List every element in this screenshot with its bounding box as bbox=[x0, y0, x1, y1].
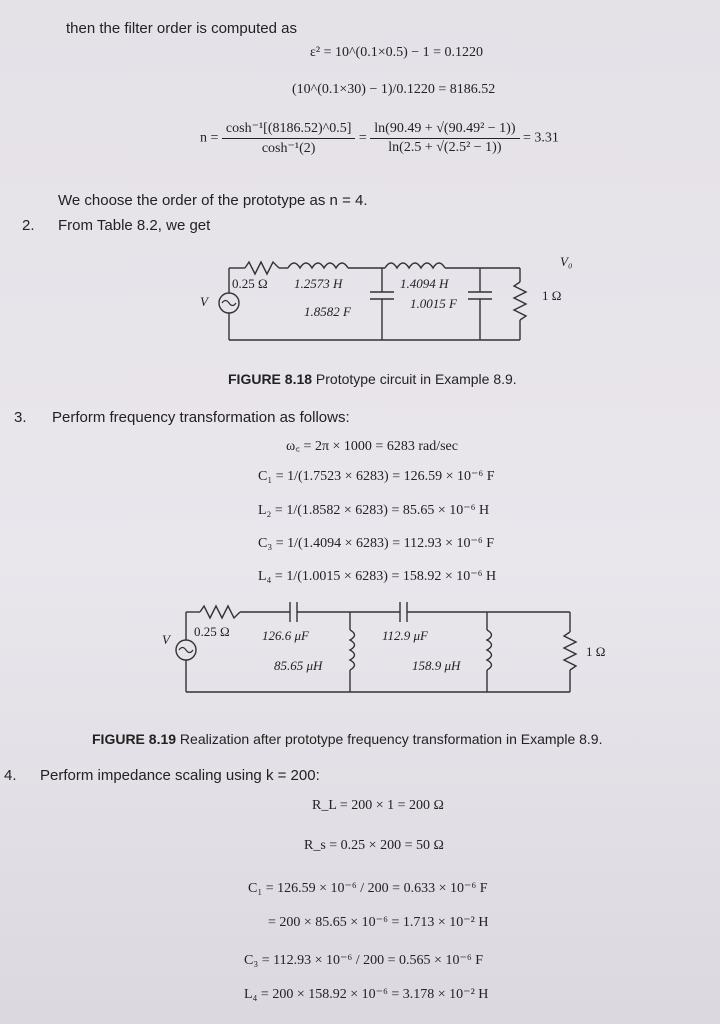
epsilon-equation: ε² = 10^(0.1×0.5) − 1 = 0.1220 bbox=[310, 45, 484, 60]
step-4-text: Perform impedance scaling using k = 200: bbox=[40, 767, 320, 784]
rs-scaling-equation: R_s = 0.25 × 200 = 50 Ω bbox=[304, 838, 444, 853]
prototype-circuit-diagram bbox=[170, 248, 610, 358]
fig818-vo-label: V₀ bbox=[560, 254, 573, 269]
fig819-l4-label: 158.9 μH bbox=[412, 658, 461, 673]
step-3-number: 3. bbox=[14, 409, 27, 426]
l4-equation: L₄ = 1/(1.0015 × 6283) = 158.92 × 10⁻⁶ H bbox=[258, 569, 497, 584]
c3-equation: C₃ = 1/(1.4094 × 6283) = 112.93 × 10⁻⁶ F bbox=[258, 536, 495, 551]
step-2-number: 2. bbox=[22, 217, 35, 234]
fig818-rl-label: 1 Ω bbox=[542, 288, 562, 303]
c1-equation: C₁ = 1/(1.7523 × 6283) = 126.59 × 10⁻⁶ F bbox=[258, 469, 495, 484]
step-4-number: 4. bbox=[4, 767, 17, 784]
order-frac2-numerator: ln(90.49 + √(90.49² − 1)) bbox=[370, 121, 519, 139]
step-2-text: From Table 8.2, we get bbox=[58, 217, 211, 234]
fig818-c2-label: 1.0015 F bbox=[410, 296, 457, 311]
order-result: = 3.31 bbox=[523, 130, 559, 146]
order-frac1-denominator: cosh⁻¹(2) bbox=[261, 141, 316, 156]
l4-scaling-equation: L₄ = 200 × 158.92 × 10⁻⁶ = 3.178 × 10⁻² H bbox=[244, 987, 489, 1002]
fig819-c1-label: 126.6 μF bbox=[262, 628, 309, 643]
fig818-source-label: V bbox=[200, 294, 208, 309]
fig819-l2-label: 85.65 μH bbox=[274, 658, 323, 673]
realization-circuit-diagram bbox=[150, 596, 630, 704]
order-lhs: n = bbox=[200, 130, 219, 146]
omega-equation: ω꜀ = 2π × 1000 = 6283 rad/sec bbox=[286, 439, 458, 454]
rl-scaling-equation: R_L = 200 × 1 = 200 Ω bbox=[312, 798, 444, 813]
fig819-source-label: V bbox=[162, 632, 170, 647]
order-equation bbox=[200, 120, 559, 157]
l2-equation: L₂ = 1/(1.8582 × 6283) = 85.65 × 10⁻⁶ H bbox=[258, 503, 490, 518]
figure-8-19-caption bbox=[92, 731, 602, 747]
fig818-l1-label: 1.2573 H bbox=[294, 276, 343, 291]
fig818-c1-label: 1.8582 F bbox=[304, 304, 351, 319]
figure-8-18-caption bbox=[228, 371, 517, 387]
order-frac2-denominator: ln(2.5 + √(2.5² − 1)) bbox=[388, 140, 502, 155]
fig819-rs-label: 0.25 Ω bbox=[194, 624, 230, 639]
fig818-rs-label: 0.25 Ω bbox=[232, 276, 268, 291]
choose-order-line: We choose the order of the prototype as n = 4. bbox=[58, 192, 368, 209]
order-eq-sign: = bbox=[358, 130, 367, 146]
ratio-equation: (10^(0.1×30) − 1)/0.1220 = 8186.52 bbox=[292, 82, 496, 97]
figure-8-18-label: FIGURE 8.18 bbox=[228, 371, 313, 387]
c3-scaling-equation: C₃ = 112.93 × 10⁻⁶ / 200 = 0.565 × 10⁻⁶ F bbox=[244, 953, 483, 968]
intro-line: then the filter order is computed as bbox=[66, 20, 297, 37]
fig819-c3-label: 112.9 μF bbox=[382, 628, 429, 643]
figure-8-19-caption-text: Realization after prototype frequency transformation in Example 8.9. bbox=[176, 731, 603, 747]
fig819-rl-label: 1 Ω bbox=[586, 644, 606, 659]
fig818-l2-label: 1.4094 H bbox=[400, 276, 449, 291]
figure-8-18-caption-text: Prototype circuit in Example 8.9. bbox=[312, 371, 517, 387]
c1-scaling-equation: C₁ = 126.59 × 10⁻⁶ / 200 = 0.633 × 10⁻⁶ F bbox=[248, 881, 488, 896]
order-frac1-numerator: cosh⁻¹[(8186.52)^0.5] bbox=[222, 120, 355, 139]
l2-scaling-equation: = 200 × 85.65 × 10⁻⁶ = 1.713 × 10⁻² H bbox=[268, 915, 489, 930]
step-3-text: Perform frequency transformation as follows: bbox=[52, 409, 350, 426]
figure-8-19-label: FIGURE 8.19 bbox=[92, 731, 177, 747]
